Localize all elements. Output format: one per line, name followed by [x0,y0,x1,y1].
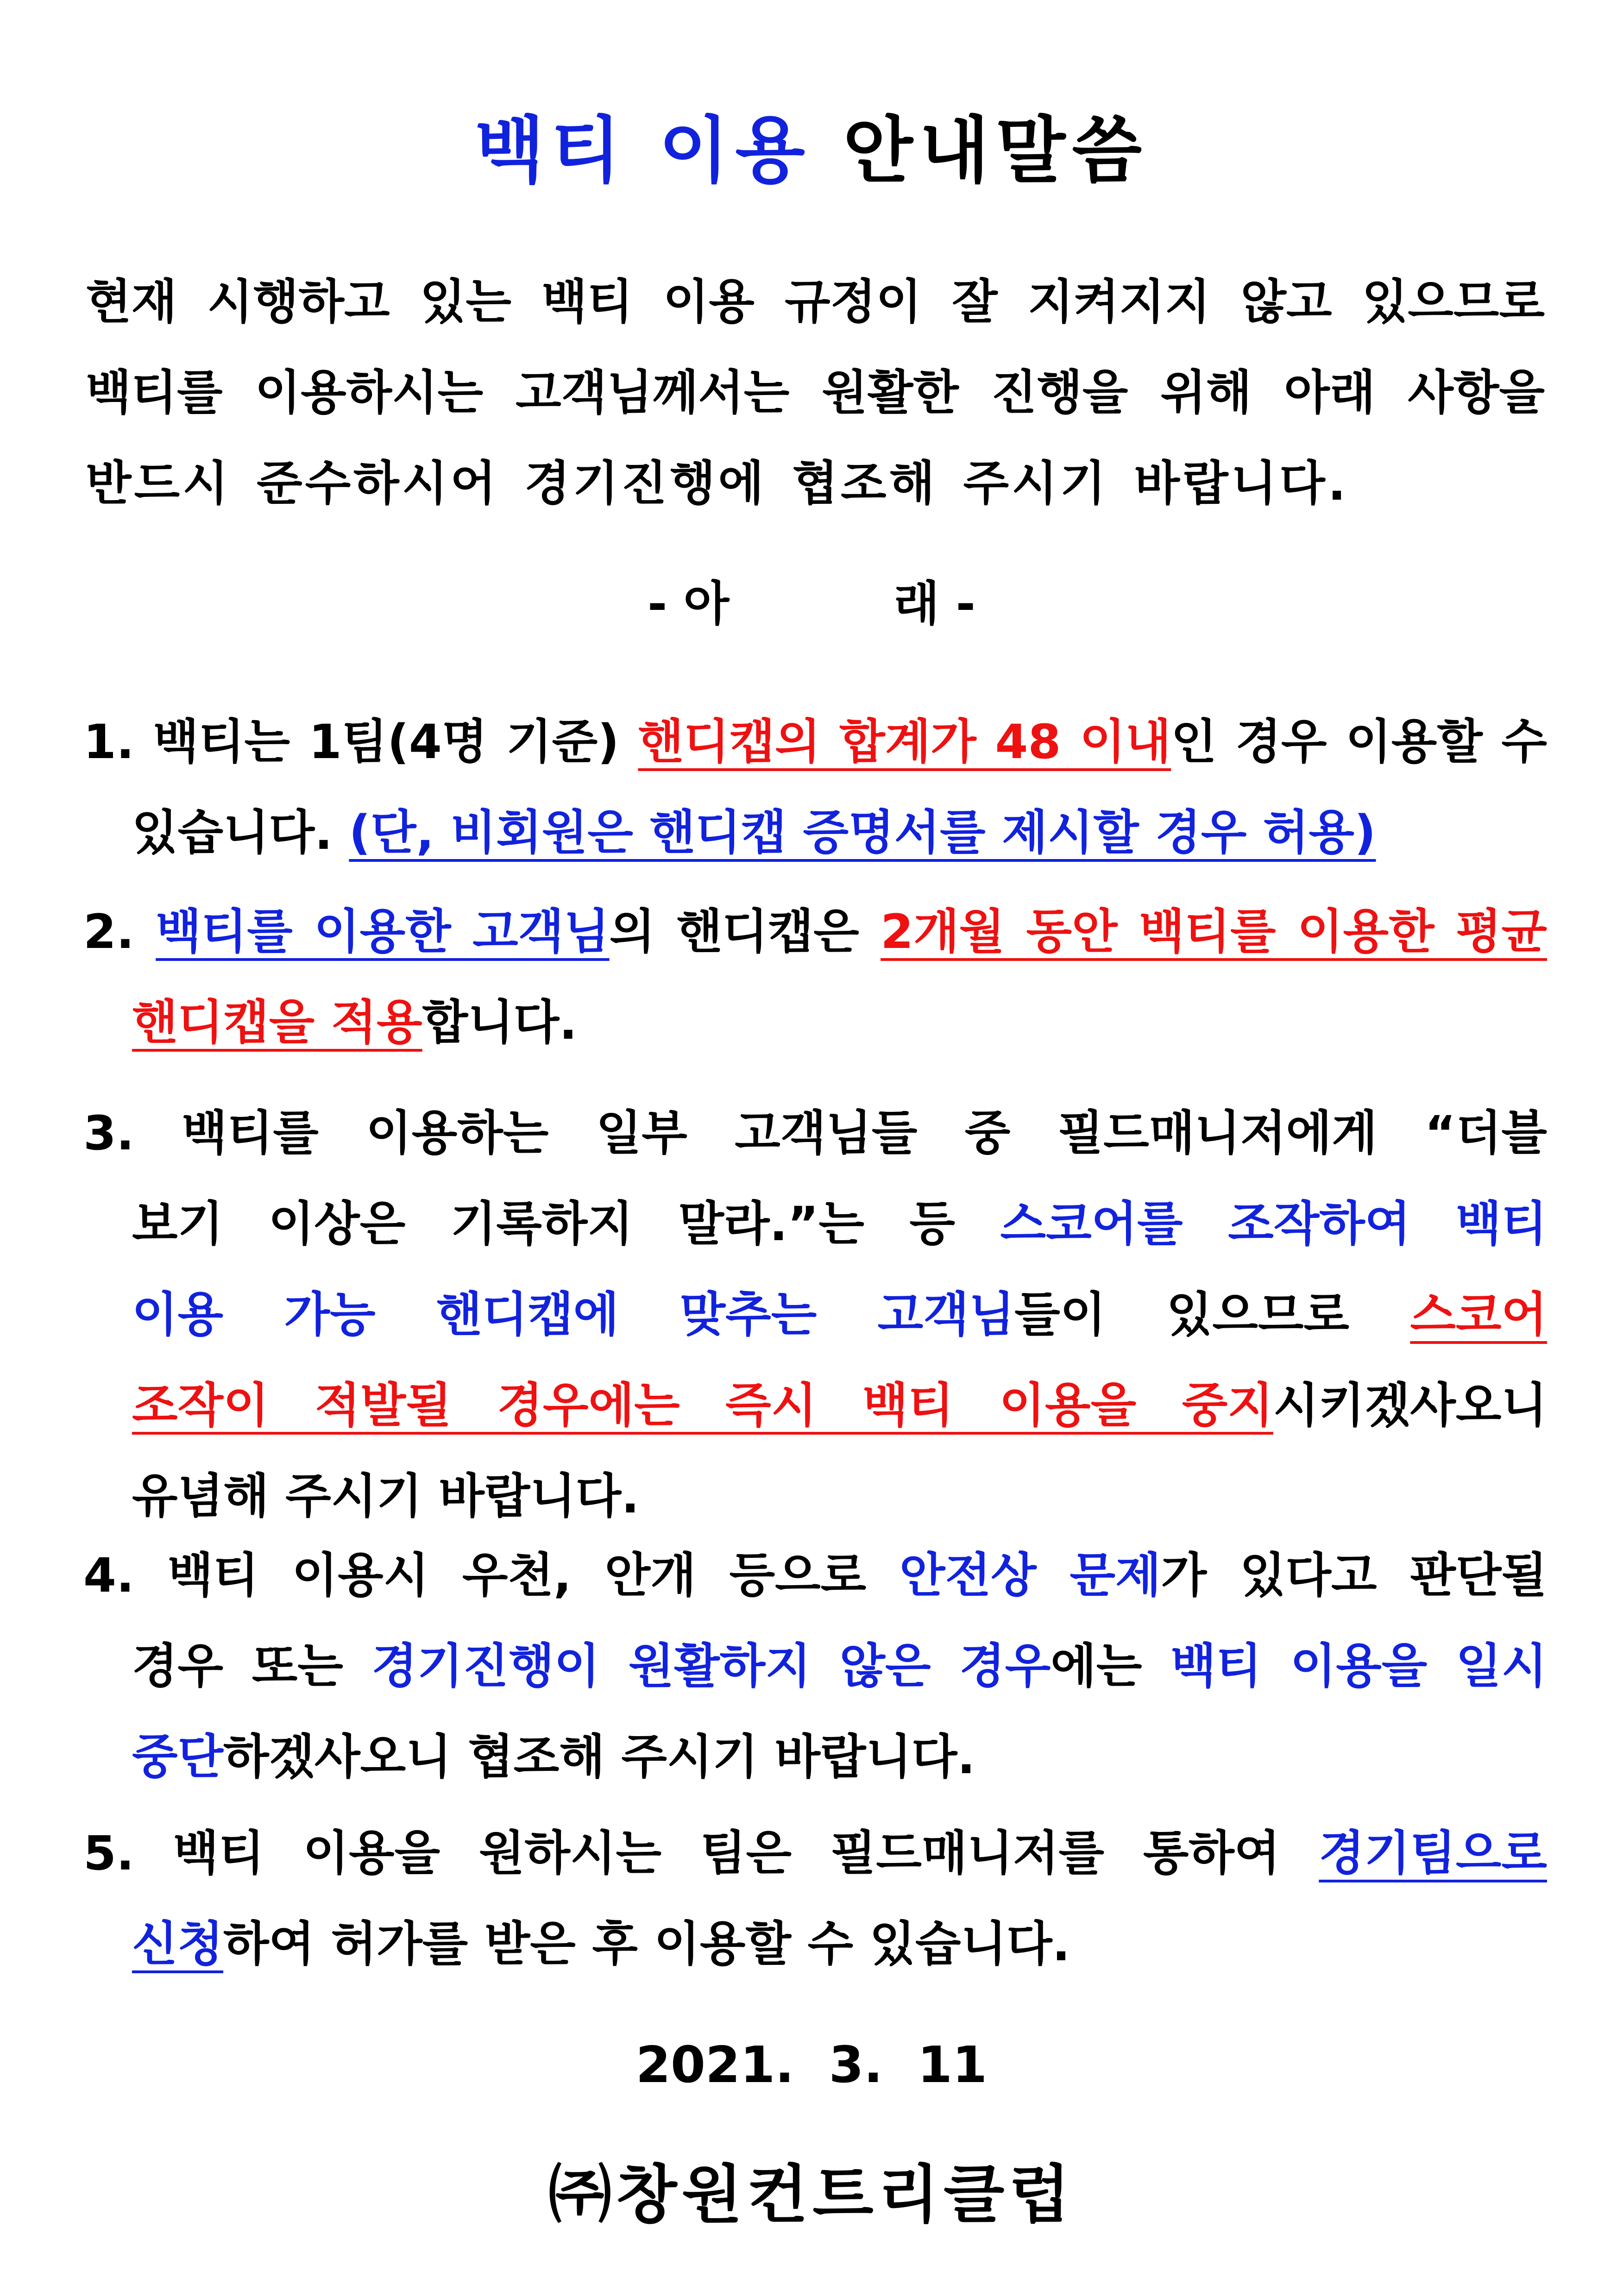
heading-left: - 아 [648,577,730,632]
rule-text: 유념해 주시기 바랍니다. [132,1469,640,1524]
rule-text: 백티 이용시 우천, 안개 등으로 [167,1548,900,1603]
rule-line [83,1451,1547,1542]
page-title [0,100,1623,201]
section-heading [0,567,1623,641]
rule-text: 의 핸디캡은 [609,904,881,960]
notice-date: 2021. 3. 11 [635,2036,988,2094]
rule-number: 5. [83,1826,134,1881]
rule-text: 백티는 1팀(4명 기준) [153,715,638,770]
rule-line [83,1808,1547,1899]
rule-item-5 [83,1808,1547,1990]
rule-highlight-blue: (단, 비회원은 핸디캡 증명서를 제시할 경우 허용) [349,805,1376,860]
intro-paragraph [86,257,1545,529]
rule-text: 가 있다고 판단될 [1161,1548,1548,1603]
rule-number: 3. [83,1106,134,1161]
rule-highlight-blue: 중단 [132,1730,224,1785]
organization-name: ㈜창원컨트리클럽 [548,2158,1075,2232]
title-rest: 안내말씀 [843,108,1149,193]
rule-highlight-red: 핸디캡을 적용 [132,995,422,1050]
rule-highlight-blue: 경기진행이 원활하지 않은 경우 [371,1639,1051,1694]
rule-line [83,1179,1547,1270]
rule-line [83,788,1547,878]
intro-line: 백티를 이용하시는 고객님께서는 원활한 진행을 위해 아래 사항을 [86,365,1545,420]
rule-item-3 [83,1088,1547,1542]
rule-highlight-red: 핸디캡의 합계가 48 이내 [638,715,1171,770]
rule-line [83,1270,1547,1361]
heading-right: 래 - [893,577,975,632]
rule-text: 들이 있으므로 [1014,1287,1410,1342]
rule-highlight-blue: 백티를 이용한 고객님 [156,904,610,960]
rule-line [83,697,1547,788]
rule-item-1 [83,697,1547,878]
rule-text: 백티를 이용하는 일부 고객님들 중 필드매니저에게 “더블 [182,1106,1548,1161]
rule-highlight-red: 2개월 동안 백티를 이용한 평균 [881,904,1548,960]
rule-number: 2. [83,904,134,960]
rule-item-4 [83,1531,1547,1803]
rule-text: 하겠사오니 협조해 주시기 바랍니다. [223,1730,975,1785]
rule-text: 인 경우 이용할 수 [1171,715,1548,770]
rule-line [83,1899,1547,1990]
rule-text: 하여 허가를 받은 후 이용할 수 있습니다. [223,1917,1070,1972]
rule-highlight-red: 조작이 적발될 경우에는 즉시 백티 이용을 중지 [132,1378,1273,1433]
rule-highlight-red: 스코어 [1410,1287,1547,1342]
rule-line [83,1531,1547,1621]
rule-text: 시키겠사오니 [1273,1378,1547,1433]
rule-item-2 [83,887,1547,1068]
intro-line: 반드시 준수하시어 경기진행에 협조해 주시기 바랍니다. [86,456,1349,511]
rule-line [83,1712,1547,1803]
rule-number: 1. [83,715,134,770]
rule-line [83,1621,1547,1712]
rule-highlight-blue: 스코어를 조작하여 백티 [1000,1197,1547,1252]
rule-text: 에는 [1051,1639,1170,1694]
rule-highlight-blue: 경기팀으로 [1319,1826,1547,1881]
rule-text: 합니다. [422,995,578,1050]
rule-line [83,978,1547,1068]
rule-highlight-blue: 백티 이용을 일시 [1170,1639,1548,1694]
title-highlight: 백티 이용 [474,108,812,193]
rule-text: 보기 이상은 기록하지 말라.”는 등 [132,1197,1000,1252]
rule-text: 경우 또는 [132,1639,372,1694]
rule-highlight-blue: 이용 가능 핸디캡에 맞추는 고객님 [132,1287,1015,1342]
rule-text: 있습니다. [132,805,349,860]
rule-highlight-blue: 안전상 문제 [900,1548,1161,1603]
rule-number: 4. [83,1548,134,1603]
rule-line [83,1088,1547,1179]
rule-line [83,887,1547,978]
intro-line: 현재 시행하고 있는 백티 이용 규정이 잘 지켜지지 않고 있으므로 [86,275,1545,330]
rule-highlight-blue: 신청 [132,1917,224,1972]
rule-line [83,1361,1547,1451]
rule-text: 백티 이용을 원하시는 팀은 필드매니저를 통하여 [173,1826,1319,1881]
